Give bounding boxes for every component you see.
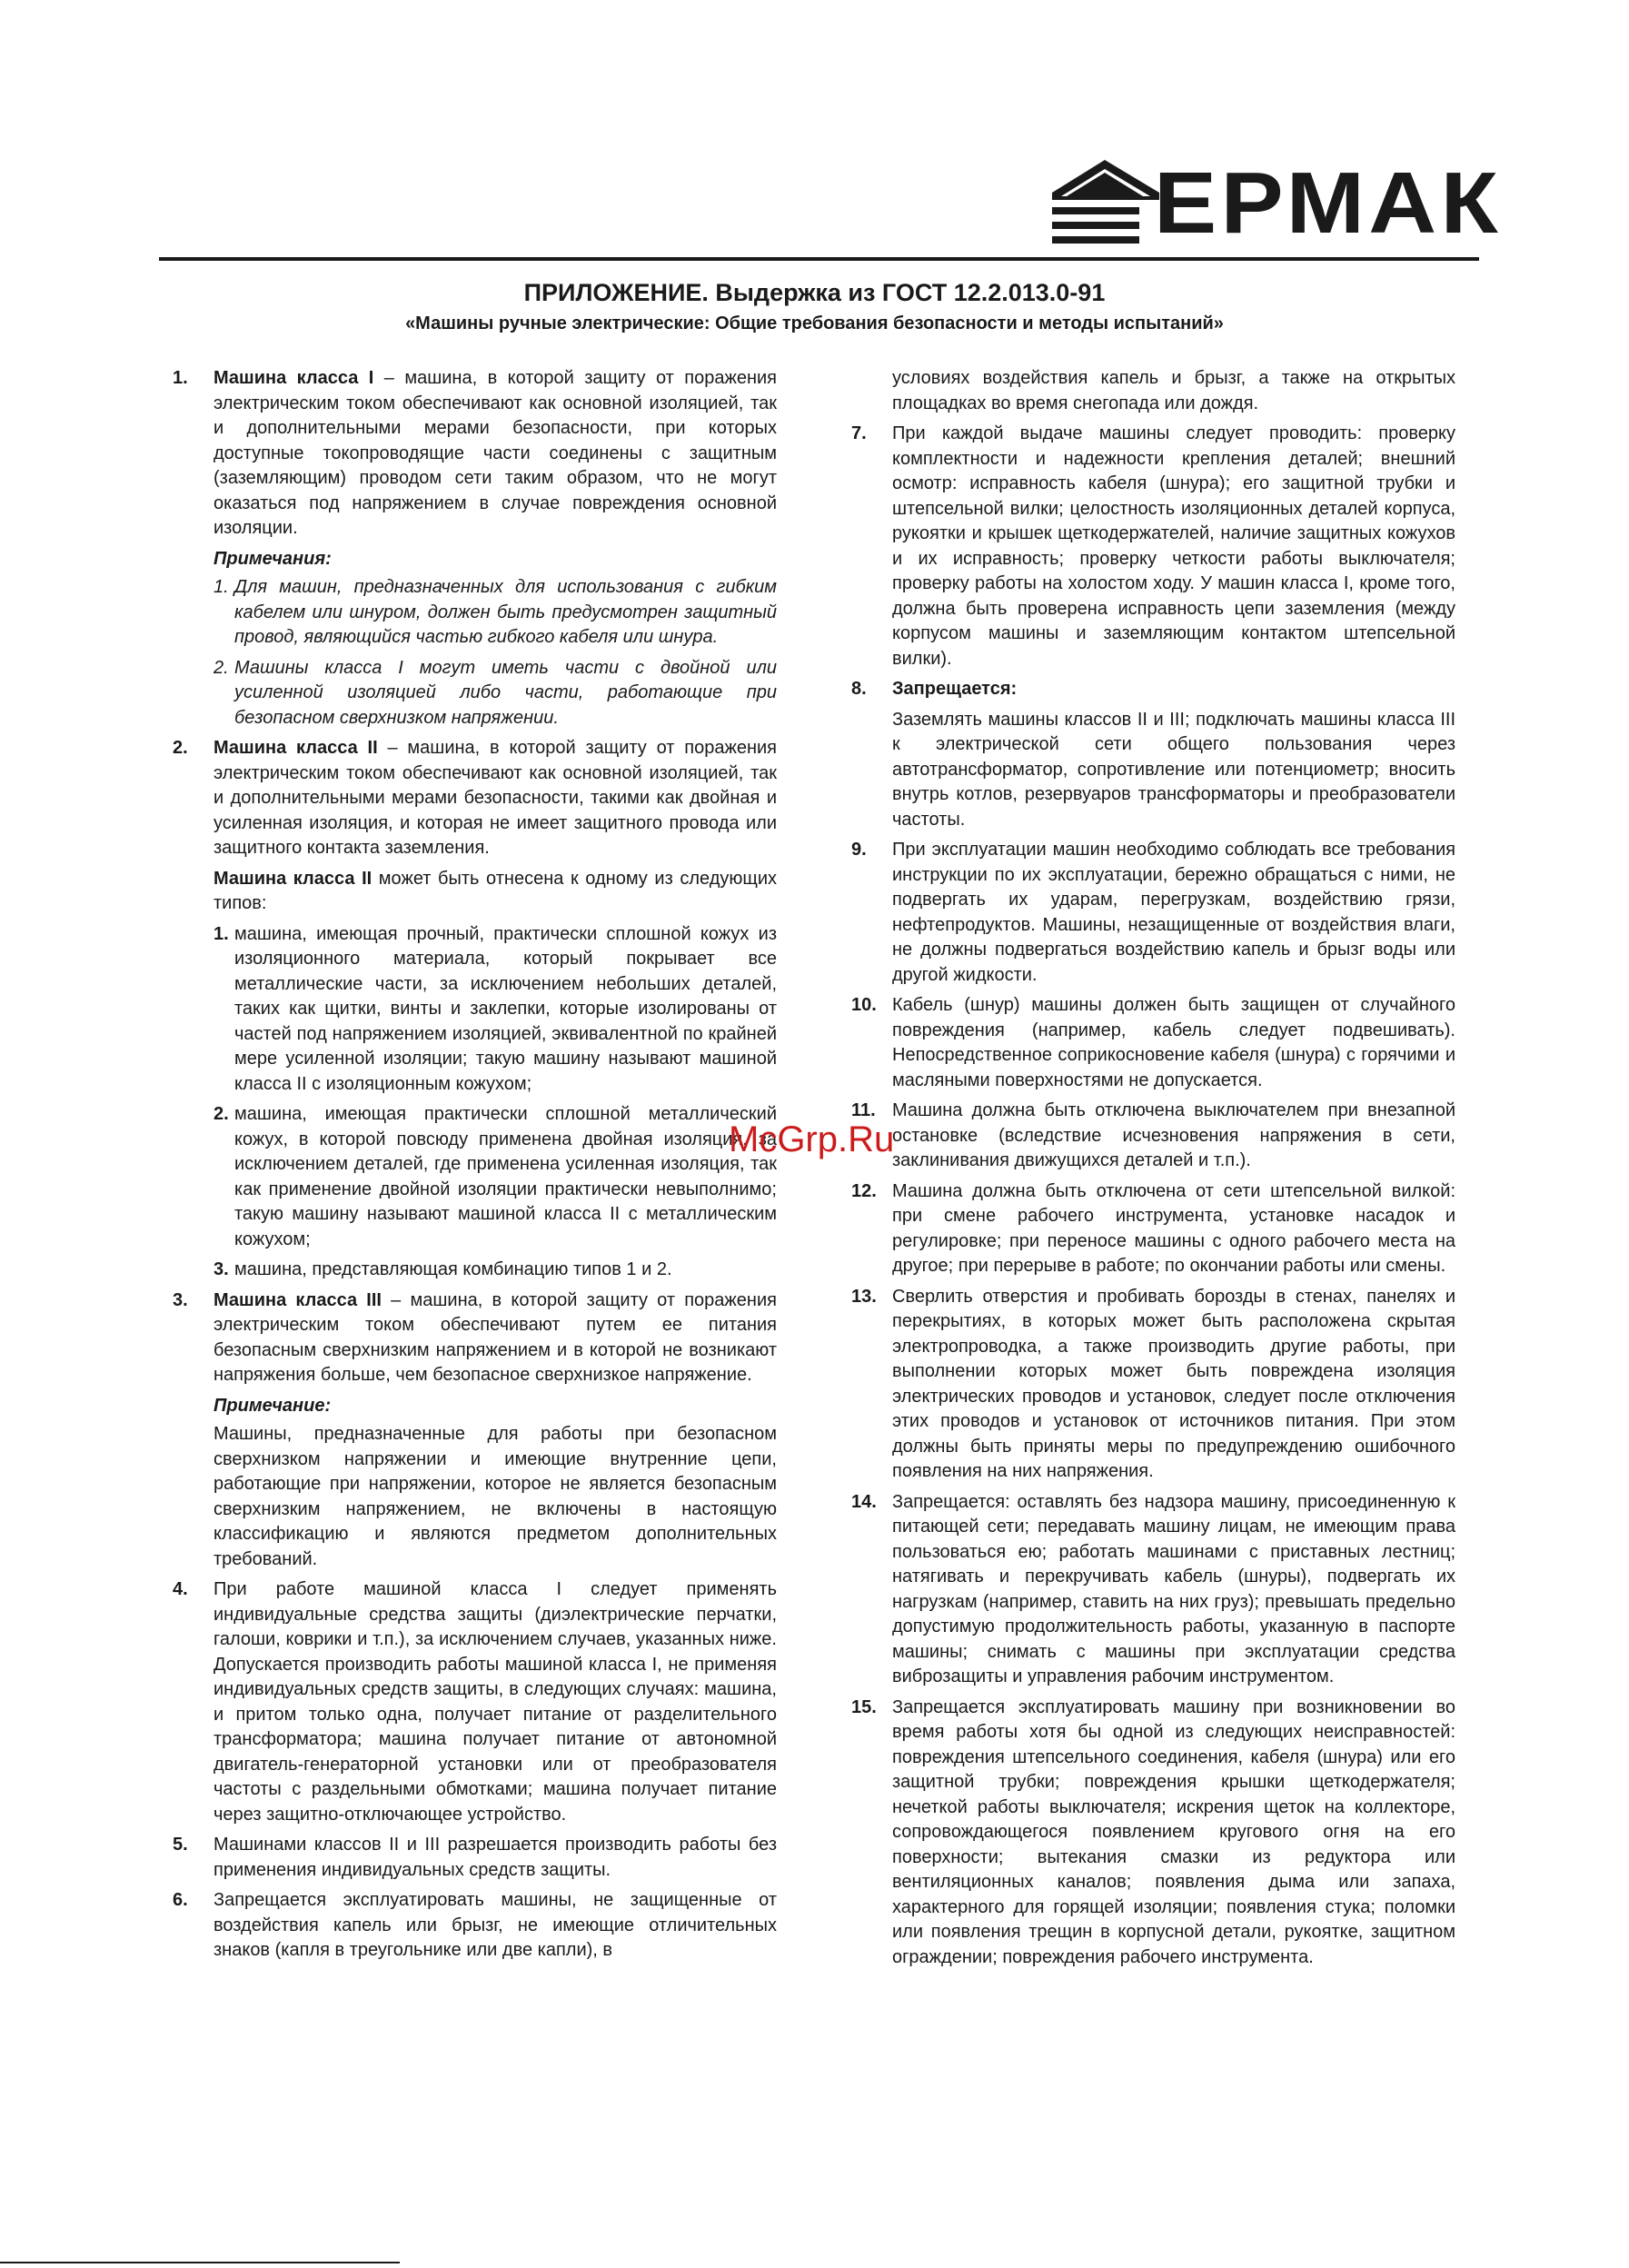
list-item bbox=[851, 838, 1455, 988]
logo-text: ЕРМАК bbox=[1154, 154, 1503, 252]
item-text: – машина, в которой защиту от поражения электрическим током обеспечивают как основной изоляцией, так и дополнительными мерами безопасности, при которых доступные токопроводящие части соединены с защитным (заземляющим) проводом сети таким образом, что не могут оказаться под напряжением в случае повреждения основной изоляции. bbox=[214, 368, 777, 538]
item-number: 2. bbox=[173, 738, 188, 758]
left-column bbox=[173, 366, 777, 1969]
list-item bbox=[851, 1099, 1455, 1174]
item-text: Машинами классов II и III разрешается производить работы без применения индивидуальных средств защиты. bbox=[214, 1835, 777, 1880]
item-text: При каждой выдаче машины следует проводить: проверку комплектности и надежности крепления деталей; внешний осмотр: исправность кабеля (шнура); его защитной трубки и штепсельной вилки; целостность изоляционных деталей корпуса, рукоятки и крышек щеткодержателей, наличие защитных кожухов и их исправность; проверку четкости работы выключателя; проверку работы на холостом ходу. У машин класса I, кроме того, должна быть проверена исправность цепи заземления (между корпусом машины и заземляющим контактом штепсельной вилки). bbox=[892, 423, 1455, 669]
watermark: McGrp.Ru bbox=[729, 1119, 895, 1159]
footer-divider bbox=[0, 2262, 400, 2263]
item-text: Запрещается эксплуатировать машину при возникновении во время работы хотя бы одной из следующих неисправностей: повреждения штепсельного соединения, кабеля (шнура) или его защитной трубки; повреждения крышки щеткодержателя; нечеткой работы выключателя; искрения щеток на коллекторе, сопровождающегося появлением кругового огня на его поверхности; вытекания смазки из редуктора или вентиляционных каналов; появления дыма или запаха, характерного для горящей изоляции; появления стука; поломки или появления трещин в корпусной детали, рукоятке, защитном ограждении; повреждения рабочего инструмента. bbox=[892, 1696, 1455, 1967]
item-number: 3. bbox=[173, 1289, 188, 1310]
item-number: 13. bbox=[851, 1286, 877, 1307]
item-text: Заземлять машины классов II и III; подключать машины класса III к электрической сети общего пользования через автотрансформатор, сопротивление или потенциометр; вносить внутрь котлов, резервуаров трансформаторы и преобразователи частоты. bbox=[892, 709, 1455, 830]
item-text: Машина должна быть отключена выключателем при внезапной остановке (вследствие исчезновения напряжения в сети, заклинивания движущихся деталей и т.п.). bbox=[892, 1100, 1455, 1170]
item-text: – машина, в которой защиту от поражения электрическим током обеспечивают как основной изоляцией, так и дополнительными мерами безопасности, такими как двойная и усиленная изоляция, и которая не имеет защитного провода или защитного контакта заземления. bbox=[214, 738, 777, 858]
list-item bbox=[851, 1285, 1455, 1485]
item-number: 11. bbox=[851, 1100, 876, 1120]
item-text: Запрещается: оставлять без надзора машину, присоединенную к питающей сети; передавать машину лицам, не имеющим права пользоваться ею; работать машинами с приставных лестниц; натягивать и перекручивать кабель (шнуры), подвергать их нагрузкам (например, ставить на них груз); превышать предельно допустимую продолжительность работы, указанную в паспорте машины; снимать с машины при эксплуатации средства виброзащиты и управления рабочим инструментом. bbox=[892, 1491, 1455, 1686]
list-item bbox=[173, 366, 777, 731]
types-label: Машина класса II bbox=[214, 868, 372, 889]
item-number: 15. bbox=[851, 1696, 877, 1717]
item-number: 4. bbox=[173, 1579, 188, 1599]
logo-roof-icon bbox=[1052, 156, 1161, 247]
type-number: 2. bbox=[214, 1104, 229, 1124]
brand-logo bbox=[1052, 154, 1503, 252]
item-number: 7. bbox=[851, 423, 867, 443]
list-item bbox=[173, 736, 777, 1283]
item-number: 10. bbox=[851, 995, 877, 1015]
page-subtitle: «Машины ручные электрические: Общие требования безопасности и методы испытаний» bbox=[405, 313, 1224, 333]
type-text: машина, имеющая прочный, практически сплошной кожух из изоляционного материала, который покрывает все металлические части, за исключением небольших деталей, таких как щитки, винты и заклепки, которые изолированы от частей под напряжением изоляцией, эквивалентной по крайней мере усиленной изоляции; такую машину называют машиной класса II с изоляционным кожухом; bbox=[234, 923, 777, 1094]
item-label: Машина класса III bbox=[214, 1289, 382, 1310]
item-number: 1. bbox=[173, 368, 188, 388]
note bbox=[214, 575, 777, 651]
item-text: Кабель (шнур) машины должен быть защищен от случайного повреждения (например, кабель следует подвешивать). Непосредственное соприкосновение кабеля (шнура) с горячими и масляными поверхностями не допускается. bbox=[892, 995, 1455, 1090]
list-item bbox=[851, 422, 1455, 671]
type-text: машина, представляющая комбинацию типов 1 и 2. bbox=[234, 1259, 672, 1279]
note-number: 2. bbox=[214, 657, 229, 678]
note-text: Машины класса I могут иметь части с двойной или усиленной изоляцией либо части, работающие при безопасном сверхнизком напряжении. bbox=[234, 657, 777, 728]
item-number: 14. bbox=[851, 1491, 877, 1512]
list-item bbox=[173, 1833, 777, 1883]
item-text: Сверлить отверстия и пробивать борозды в стенах, панелях и перекрытиях, в которых может быть расположена скрытая электропроводка, а также производить другие работы, при выполнении которых может быть повреждена изоляция электрических проводов и установок, следует после отключения этих проводов и установок от источников питания. При этом должны быть приняты меры по предупреждению ошибочного появления на них напряжения. bbox=[892, 1286, 1455, 1481]
types-text: может быть отнесена к одному из следующих типов: bbox=[214, 868, 777, 913]
item-number: 6. bbox=[173, 1890, 188, 1910]
item-number: 5. bbox=[173, 1835, 188, 1855]
type-text: машина, имеющая практически сплошной металлический кожух, в которой повсюду применена двойная изоляция, за исключением деталей, где применена усиленная изоляция, так как применение двойной изоляции практически невыполнимо; такую машину называют машиной класса II с металлическим кожухом; bbox=[234, 1104, 777, 1249]
list-item bbox=[851, 1490, 1455, 1690]
note-number: 1. bbox=[214, 577, 229, 597]
list-item bbox=[851, 1179, 1455, 1279]
list-item bbox=[173, 1577, 777, 1827]
page-title: ПРИЛОЖЕНИЕ. Выдержка из ГОСТ 12.2.013.0-91 bbox=[523, 279, 1106, 306]
header-divider bbox=[159, 257, 1479, 261]
item-label: Машина класса II bbox=[214, 738, 378, 758]
right-column bbox=[851, 366, 1455, 1975]
item-text: При эксплуатации машин необходимо соблюдать все требования инструкции по их эксплуатации, бережно обращаться с ними, не подвергать их ударам, перегрузкам, воздействию грязи, нефтепродуктов. Машины, незащищенные от воздействия влаги, не должны подвергаться воздействию капель и брызг воды или другой жидкости. bbox=[892, 840, 1455, 985]
item-text: При работе машиной класса I следует применять индивидуальные средства защиты (диэлектрические перчатки, галоши, коврики и т.п.), за исключением случаев, указанных ниже. Допускается производить работы машиной класса I, не применяя индивидуальных средств защиты, в следующих случаях: машина, и притом только одна, получает питание от разделительного трансформатора; машина получает питание от автономной двигатель-генераторной установки или от преобразователя частоты с раздельными обмотками; машина получает питание через защитно-отключающее устройство. bbox=[214, 1579, 777, 1825]
item-number: 9. bbox=[851, 840, 867, 860]
item-label: Машина класса I bbox=[214, 368, 374, 388]
note-heading: Примечание: bbox=[214, 1395, 332, 1416]
item-text: Запрещается эксплуатировать машины, не защищенные от воздействия капель или брызг, не имеющие отличительных знаков (капля в треугольнике или две капли), в bbox=[214, 1890, 777, 1960]
list-item bbox=[851, 1696, 1455, 1971]
note-text: Машины, предназначенные для работы при безопасном сверхнизком напряжении и имеющие внутренние цепи, работающие при напряжении, которое не является безопасным сверхнизким напряжением, не включены в настоящую классификацию и являются предметом дополнительных требований. bbox=[214, 1424, 777, 1569]
list-item bbox=[173, 1288, 777, 1573]
type-number: 3. bbox=[214, 1259, 229, 1279]
list-item bbox=[173, 1888, 777, 1964]
type-item bbox=[214, 1102, 777, 1252]
type-item bbox=[214, 922, 777, 1098]
item-text: – машина, в которой защиту от поражения электрическим током обеспечивают путем ее питания безопасным сверхнизким напряжением и в которой не возникают напряжения больше, чем безопасное сверхнизкое напряжение. bbox=[214, 1289, 777, 1385]
note-text: Для машин, предназначенных для использования с гибким кабелем или шнуром, должен быть предусмотрен защитный провод, являющийся частью гибкого кабеля или шнура. bbox=[234, 577, 777, 647]
list-item bbox=[851, 993, 1455, 1093]
item-text: Машина должна быть отключена от сети штепсельной вилкой: при смене рабочего инструмента, установке насадок и регулировке; при переносе машины с одного рабочего места на другое; при перерыве в работе; по окончании работы или смены. bbox=[892, 1180, 1455, 1276]
type-number: 1. bbox=[214, 923, 229, 944]
note bbox=[214, 656, 777, 731]
notes-heading: Примечания: bbox=[214, 548, 332, 569]
item-number: 12. bbox=[851, 1180, 877, 1201]
item-number: 8. bbox=[851, 679, 867, 699]
list-item bbox=[851, 677, 1455, 832]
type-item bbox=[214, 1258, 777, 1283]
item-label: Запрещается: bbox=[892, 679, 1018, 699]
item-continuation: условиях воздействия капель и брызг, а также на открытых площадках во время снегопада или дождя. bbox=[892, 368, 1455, 413]
